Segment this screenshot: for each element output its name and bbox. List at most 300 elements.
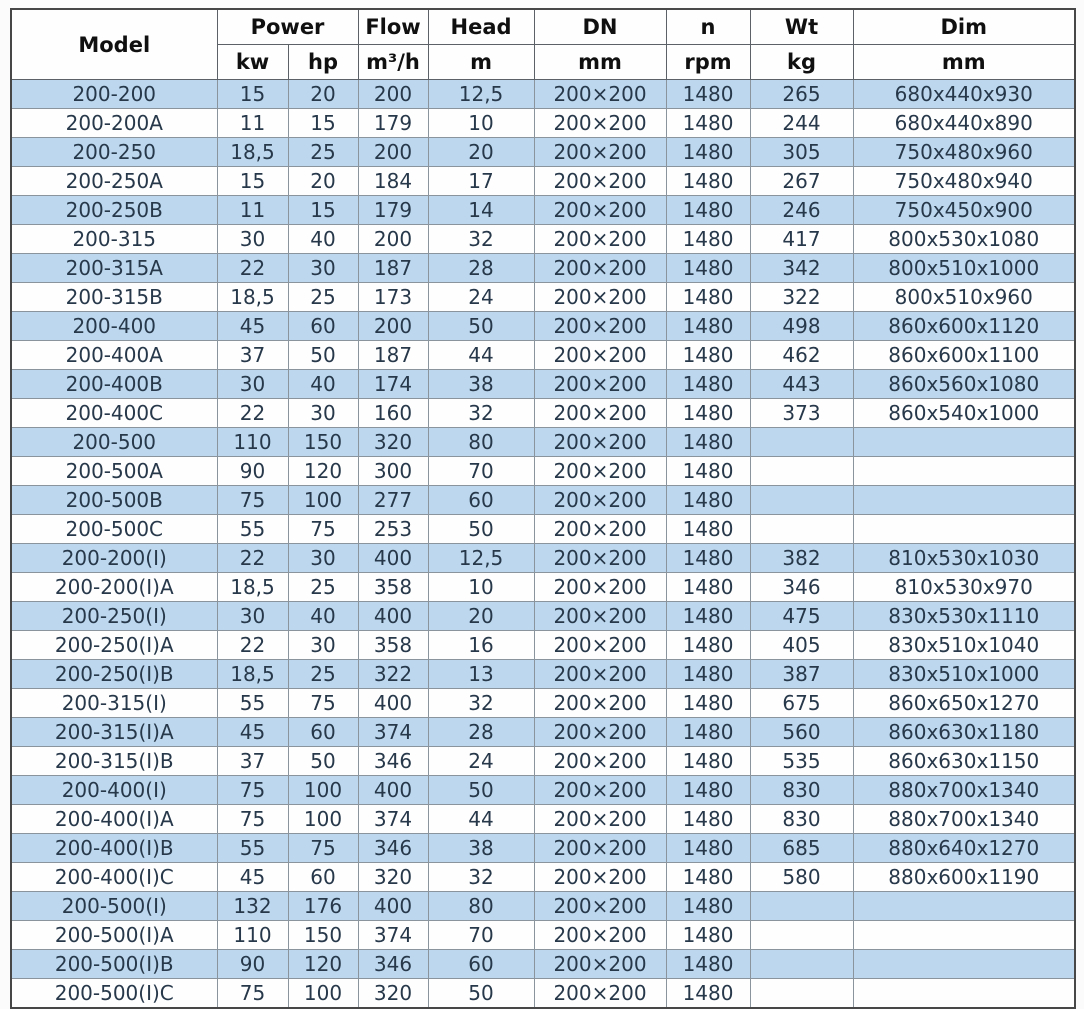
cell-dn: 200×200 [534,950,666,979]
cell-dn: 200×200 [534,718,666,747]
cell-model: 200-315B [11,283,217,312]
table-row [11,457,1075,486]
cell-dn: 200×200 [534,80,666,109]
cell-head: 20 [428,602,534,631]
cell-kw: 55 [217,515,288,544]
cell-hp: 40 [288,602,358,631]
table-header [11,9,1075,80]
table-row [11,515,1075,544]
cell-flow: 400 [358,892,428,921]
table-row [11,486,1075,515]
cell-n: 1480 [666,892,750,921]
col-header-flow: Flow [358,9,428,45]
cell-kw: 11 [217,109,288,138]
cell-head: 16 [428,631,534,660]
cell-dn: 200×200 [534,254,666,283]
cell-wt [750,515,853,544]
cell-head: 14 [428,196,534,225]
cell-model: 200-400B [11,370,217,399]
cell-model: 200-315 [11,225,217,254]
cell-head: 24 [428,283,534,312]
cell-head: 80 [428,428,534,457]
table-row [11,225,1075,254]
cell-kw: 132 [217,892,288,921]
cell-head: 28 [428,254,534,283]
cell-hp: 75 [288,834,358,863]
cell-wt: 475 [750,602,853,631]
col-header-head: Head [428,9,534,45]
table-row [11,573,1075,602]
cell-kw: 110 [217,921,288,950]
table-row [11,834,1075,863]
cell-model: 200-250(I) [11,602,217,631]
cell-dim: 860x560x1080 [853,370,1075,399]
cell-n: 1480 [666,602,750,631]
cell-n: 1480 [666,370,750,399]
cell-model: 200-500(I)A [11,921,217,950]
cell-hp: 15 [288,196,358,225]
cell-n: 1480 [666,573,750,602]
cell-dn: 200×200 [534,631,666,660]
cell-dim: 830x530x1110 [853,602,1075,631]
cell-dn: 200×200 [534,370,666,399]
cell-flow: 358 [358,631,428,660]
cell-dn: 200×200 [534,196,666,225]
cell-model: 200-200(I)A [11,573,217,602]
cell-model: 200-250(I)A [11,631,217,660]
cell-hp: 25 [288,138,358,167]
cell-n: 1480 [666,921,750,950]
cell-n: 1480 [666,950,750,979]
cell-dim: 800x510x960 [853,283,1075,312]
cell-dim: 860x630x1150 [853,747,1075,776]
cell-hp: 20 [288,80,358,109]
cell-n: 1480 [666,283,750,312]
cell-kw: 75 [217,805,288,834]
table-row [11,399,1075,428]
table-row [11,196,1075,225]
cell-wt: 244 [750,109,853,138]
unit-header-wt: kg [750,45,853,80]
col-header-model: Model [11,9,217,80]
cell-flow: 179 [358,196,428,225]
cell-head: 38 [428,834,534,863]
cell-n: 1480 [666,834,750,863]
cell-wt: 382 [750,544,853,573]
cell-dim: 680x440x890 [853,109,1075,138]
cell-model: 200-200 [11,80,217,109]
col-header-dn: DN [534,9,666,45]
table-row [11,776,1075,805]
cell-dn: 200×200 [534,312,666,341]
cell-wt [750,979,853,1009]
cell-model: 200-500 [11,428,217,457]
cell-flow: 400 [358,544,428,573]
table-row [11,921,1075,950]
unit-header-head: m [428,45,534,80]
cell-model: 200-250 [11,138,217,167]
cell-kw: 45 [217,718,288,747]
cell-wt: 387 [750,660,853,689]
cell-hp: 176 [288,892,358,921]
cell-n: 1480 [666,138,750,167]
cell-hp: 60 [288,863,358,892]
cell-hp: 40 [288,370,358,399]
cell-dim [853,457,1075,486]
cell-head: 50 [428,776,534,805]
cell-n: 1480 [666,341,750,370]
cell-kw: 90 [217,457,288,486]
table-row [11,109,1075,138]
table-row [11,544,1075,573]
cell-wt: 346 [750,573,853,602]
cell-kw: 22 [217,254,288,283]
cell-n: 1480 [666,689,750,718]
cell-dim: 830x510x1040 [853,631,1075,660]
cell-flow: 300 [358,457,428,486]
cell-flow: 174 [358,370,428,399]
cell-model: 200-250A [11,167,217,196]
cell-dim [853,950,1075,979]
cell-wt: 535 [750,747,853,776]
cell-model: 200-500(I)C [11,979,217,1009]
cell-hp: 25 [288,573,358,602]
cell-head: 32 [428,225,534,254]
cell-dn: 200×200 [534,341,666,370]
cell-dim: 830x510x1000 [853,660,1075,689]
cell-flow: 277 [358,486,428,515]
cell-dn: 200×200 [534,979,666,1009]
cell-hp: 75 [288,689,358,718]
cell-head: 32 [428,863,534,892]
cell-dn: 200×200 [534,892,666,921]
cell-flow: 160 [358,399,428,428]
cell-n: 1480 [666,428,750,457]
cell-kw: 90 [217,950,288,979]
cell-wt: 267 [750,167,853,196]
col-header-dim: Dim [853,9,1075,45]
cell-kw: 15 [217,80,288,109]
cell-kw: 11 [217,196,288,225]
cell-head: 20 [428,138,534,167]
cell-n: 1480 [666,718,750,747]
cell-wt: 246 [750,196,853,225]
unit-header-flow: m³/h [358,45,428,80]
cell-kw: 30 [217,602,288,631]
cell-model: 200-500C [11,515,217,544]
cell-flow: 346 [358,950,428,979]
cell-kw: 22 [217,631,288,660]
table-row [11,370,1075,399]
cell-hp: 30 [288,254,358,283]
cell-hp: 120 [288,950,358,979]
cell-wt: 830 [750,776,853,805]
cell-head: 13 [428,660,534,689]
cell-dim [853,979,1075,1009]
cell-flow: 184 [358,167,428,196]
cell-flow: 200 [358,225,428,254]
cell-head: 12,5 [428,80,534,109]
cell-dn: 200×200 [534,747,666,776]
cell-wt [750,921,853,950]
table-row [11,805,1075,834]
cell-flow: 187 [358,341,428,370]
cell-model: 200-400(I)C [11,863,217,892]
cell-n: 1480 [666,109,750,138]
cell-flow: 400 [358,602,428,631]
cell-hp: 40 [288,225,358,254]
cell-dim: 750x450x900 [853,196,1075,225]
cell-model: 200-250(I)B [11,660,217,689]
cell-model: 200-315A [11,254,217,283]
header-row-labels [11,9,1075,45]
table-row [11,341,1075,370]
cell-flow: 320 [358,979,428,1009]
cell-flow: 400 [358,776,428,805]
table-row [11,979,1075,1009]
cell-dn: 200×200 [534,834,666,863]
cell-model: 200-400(I) [11,776,217,805]
cell-dn: 200×200 [534,660,666,689]
cell-flow: 179 [358,109,428,138]
cell-hp: 60 [288,312,358,341]
cell-head: 10 [428,573,534,602]
cell-head: 60 [428,950,534,979]
cell-head: 60 [428,486,534,515]
cell-kw: 18,5 [217,660,288,689]
cell-wt: 462 [750,341,853,370]
cell-head: 70 [428,457,534,486]
cell-hp: 30 [288,399,358,428]
cell-dim: 750x480x940 [853,167,1075,196]
cell-flow: 358 [358,573,428,602]
cell-dim: 680x440x930 [853,80,1075,109]
cell-head: 24 [428,747,534,776]
cell-flow: 253 [358,515,428,544]
cell-model: 200-200A [11,109,217,138]
cell-n: 1480 [666,254,750,283]
cell-kw: 30 [217,370,288,399]
table-row [11,892,1075,921]
cell-dim: 880x700x1340 [853,805,1075,834]
cell-hp: 100 [288,486,358,515]
cell-hp: 75 [288,515,358,544]
cell-kw: 22 [217,544,288,573]
table-row [11,254,1075,283]
cell-dim: 810x530x1030 [853,544,1075,573]
table-row [11,138,1075,167]
cell-hp: 120 [288,457,358,486]
cell-flow: 346 [358,747,428,776]
cell-flow: 322 [358,660,428,689]
cell-n: 1480 [666,312,750,341]
cell-wt [750,457,853,486]
cell-wt [750,428,853,457]
cell-wt: 322 [750,283,853,312]
cell-dn: 200×200 [534,486,666,515]
cell-hp: 25 [288,660,358,689]
cell-kw: 18,5 [217,138,288,167]
cell-n: 1480 [666,660,750,689]
cell-model: 200-400(I)A [11,805,217,834]
cell-hp: 15 [288,109,358,138]
cell-model: 200-315(I)B [11,747,217,776]
cell-model: 200-400 [11,312,217,341]
cell-kw: 75 [217,776,288,805]
cell-dn: 200×200 [534,138,666,167]
cell-kw: 75 [217,979,288,1009]
cell-hp: 20 [288,167,358,196]
pump-spec-table [10,8,1076,1009]
cell-wt: 443 [750,370,853,399]
cell-head: 28 [428,718,534,747]
table-row [11,312,1075,341]
cell-hp: 50 [288,747,358,776]
cell-wt: 405 [750,631,853,660]
cell-hp: 100 [288,979,358,1009]
cell-kw: 22 [217,399,288,428]
cell-model: 200-400A [11,341,217,370]
cell-n: 1480 [666,167,750,196]
table-row [11,80,1075,109]
table-row [11,689,1075,718]
cell-wt: 685 [750,834,853,863]
unit-header-dn: mm [534,45,666,80]
cell-dim: 880x640x1270 [853,834,1075,863]
cell-head: 80 [428,892,534,921]
cell-dn: 200×200 [534,573,666,602]
cell-hp: 150 [288,921,358,950]
cell-wt: 265 [750,80,853,109]
cell-dim: 860x600x1120 [853,312,1075,341]
cell-kw: 30 [217,225,288,254]
cell-dn: 200×200 [534,863,666,892]
cell-head: 17 [428,167,534,196]
cell-hp: 150 [288,428,358,457]
cell-flow: 346 [358,834,428,863]
cell-wt [750,950,853,979]
cell-head: 38 [428,370,534,399]
cell-model: 200-400(I)B [11,834,217,863]
cell-dn: 200×200 [534,689,666,718]
cell-dn: 200×200 [534,602,666,631]
cell-dim: 860x650x1270 [853,689,1075,718]
table-row [11,602,1075,631]
table-row [11,718,1075,747]
cell-hp: 100 [288,805,358,834]
cell-wt: 830 [750,805,853,834]
cell-dim [853,892,1075,921]
col-header-wt: Wt [750,9,853,45]
cell-model: 200-500B [11,486,217,515]
cell-dim: 810x530x970 [853,573,1075,602]
cell-hp: 30 [288,631,358,660]
cell-dn: 200×200 [534,283,666,312]
cell-n: 1480 [666,486,750,515]
cell-kw: 15 [217,167,288,196]
cell-n: 1480 [666,544,750,573]
unit-header-dim: mm [853,45,1075,80]
cell-model: 200-500(I)B [11,950,217,979]
unit-header-kw: kw [217,45,288,80]
cell-dn: 200×200 [534,544,666,573]
cell-head: 32 [428,399,534,428]
cell-dn: 200×200 [534,457,666,486]
cell-dn: 200×200 [534,109,666,138]
cell-model: 200-250B [11,196,217,225]
cell-dn: 200×200 [534,776,666,805]
table-row [11,950,1075,979]
cell-flow: 320 [358,428,428,457]
cell-dim [853,921,1075,950]
cell-model: 200-400C [11,399,217,428]
cell-dn: 200×200 [534,167,666,196]
cell-head: 50 [428,979,534,1009]
cell-hp: 50 [288,341,358,370]
cell-n: 1480 [666,805,750,834]
cell-wt: 342 [750,254,853,283]
cell-kw: 110 [217,428,288,457]
cell-head: 10 [428,109,534,138]
cell-wt [750,892,853,921]
table-row [11,283,1075,312]
cell-hp: 60 [288,718,358,747]
cell-dim: 750x480x960 [853,138,1075,167]
cell-n: 1480 [666,80,750,109]
cell-dn: 200×200 [534,428,666,457]
cell-flow: 200 [358,138,428,167]
cell-flow: 200 [358,80,428,109]
cell-model: 200-315(I)A [11,718,217,747]
col-header-n: n [666,9,750,45]
cell-dim: 880x600x1190 [853,863,1075,892]
cell-dim: 860x600x1100 [853,341,1075,370]
cell-dim: 800x510x1000 [853,254,1075,283]
cell-n: 1480 [666,747,750,776]
cell-flow: 400 [358,689,428,718]
cell-kw: 18,5 [217,283,288,312]
cell-flow: 173 [358,283,428,312]
cell-kw: 45 [217,863,288,892]
cell-hp: 30 [288,544,358,573]
cell-kw: 37 [217,747,288,776]
cell-dn: 200×200 [534,515,666,544]
cell-n: 1480 [666,196,750,225]
cell-dim [853,486,1075,515]
cell-dn: 200×200 [534,921,666,950]
cell-n: 1480 [666,399,750,428]
cell-model: 200-200(I) [11,544,217,573]
cell-model: 200-500(I) [11,892,217,921]
cell-head: 50 [428,312,534,341]
cell-n: 1480 [666,776,750,805]
cell-flow: 374 [358,921,428,950]
table-row [11,631,1075,660]
cell-flow: 187 [358,254,428,283]
cell-head: 50 [428,515,534,544]
table-row [11,167,1075,196]
cell-kw: 45 [217,312,288,341]
unit-header-n: rpm [666,45,750,80]
cell-head: 44 [428,341,534,370]
cell-kw: 37 [217,341,288,370]
cell-dim: 880x700x1340 [853,776,1075,805]
table-row [11,747,1075,776]
cell-kw: 18,5 [217,573,288,602]
cell-flow: 374 [358,805,428,834]
cell-dim [853,428,1075,457]
cell-wt: 675 [750,689,853,718]
